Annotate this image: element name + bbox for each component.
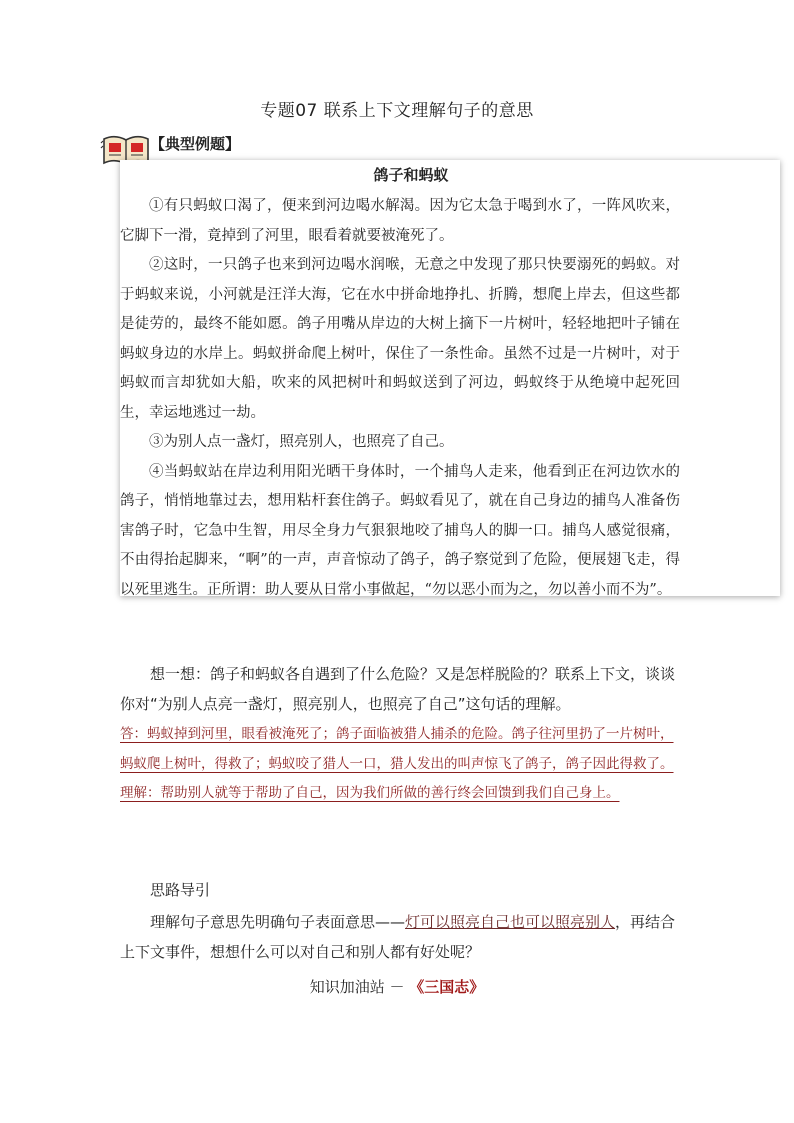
story-paragraph: ②这时，一只鸽子也来到河边喝水润喉，无意之中发现了那只快要溺死的蚂蚁。对于蚂蚁来说，小河就是汪洋大海，它在水中拼命地挣扎、折腾，想爬上岸去，但这些都是徒劳的，最终不能如愿。鸽子用嘴从岸边的大树上摘下一片树叶，轻轻地把叶子铺在蚂蚁身边的水岸上。蚂蚁拼命爬上树叶，保住了一条性命。虽然不过是一片树叶，对于蚂蚁而言却犹如大船，吹来的风把树叶和蚂蚁送到了河边，蚂蚁终于从绝境中起死回生，幸运地逃过一劫。	[120, 257, 680, 421]
story-paragraph: ④当蚂蚁站在岸边利用阳光晒干身体时，一个捕鸟人走来，他看到正在河边饮水的鸽子，悄悄地靠过去，想用粘杆套住鸽子。蚂蚁看见了，就在自己身边的捕鸟人准备伤害鸽子时，它急中生智，用尽全身力气狠狠地咬了捕鸟人的脚一口。捕鸟人感觉很痛，不由得抬起脚来，“啊”的一声，声音惊动了鸽子，鸽子察觉到了危险，便展翅飞走，得以死里逃生。正所谓：助人要从日常小事做起，“勿以恶小而为之，勿以善小而不为”。	[120, 463, 680, 598]
knowledge-label: 知识加油站 －	[309, 978, 405, 996]
knowledge-book: 《三国志》	[409, 978, 485, 996]
story-paragraph: ③为别人点一盏灯，照亮别人，也照亮了自己。	[149, 434, 454, 450]
answer-events: 答：蚂蚁掉到河里，眼看被淹死了；鸽子面临被猎人捕杀的危险。鸽子往河里扔了一片树叶，蚂蚁爬上树叶，得救了；蚂蚁咬了猎人一口，猎人发出的叫声惊飞了鸽子，鸽子因此得救了。	[120, 726, 674, 772]
answer	[120, 720, 680, 809]
question	[120, 659, 680, 719]
hint-text-start: 理解句子意思先明确句子表面意思——	[150, 913, 406, 931]
story-title: 鸽子和蚂蚁	[373, 166, 449, 184]
hint-heading: 思路导引	[150, 881, 211, 899]
hint-text-end: ，再结合上下文事件，想想什么可以对自己和别人都有好处呢？	[120, 913, 676, 961]
section-label: 【典型例题】	[150, 135, 241, 153]
question-text: 想一想：鸽子和蚂蚁各自遇到了什么危险？又是怎样脱险的？联系上下文，谈谈你对“为别人点亮一盏灯，照亮别人，也照亮了自己”这句话的理解。	[120, 665, 676, 713]
answer-understanding: 理解：帮助别人就等于帮助了自己，因为我们所做的善行终会回馈到我们自己身上。	[120, 785, 620, 801]
story-paragraph: ①有只蚂蚁口渴了，便来到河边喝水解渴。因为它太急于喝到水了，一阵风吹来，它脚下一滑，竟掉到了河里，眼看着就要被淹死了。	[120, 198, 680, 244]
page-title: 专题07 联系上下文理解句子的意思	[260, 101, 534, 121]
knowledge-station	[0, 976, 794, 997]
story-text	[120, 192, 680, 605]
hint-underlined: 灯可以照亮自己也可以照亮别人	[405, 913, 616, 931]
hint	[120, 907, 680, 967]
